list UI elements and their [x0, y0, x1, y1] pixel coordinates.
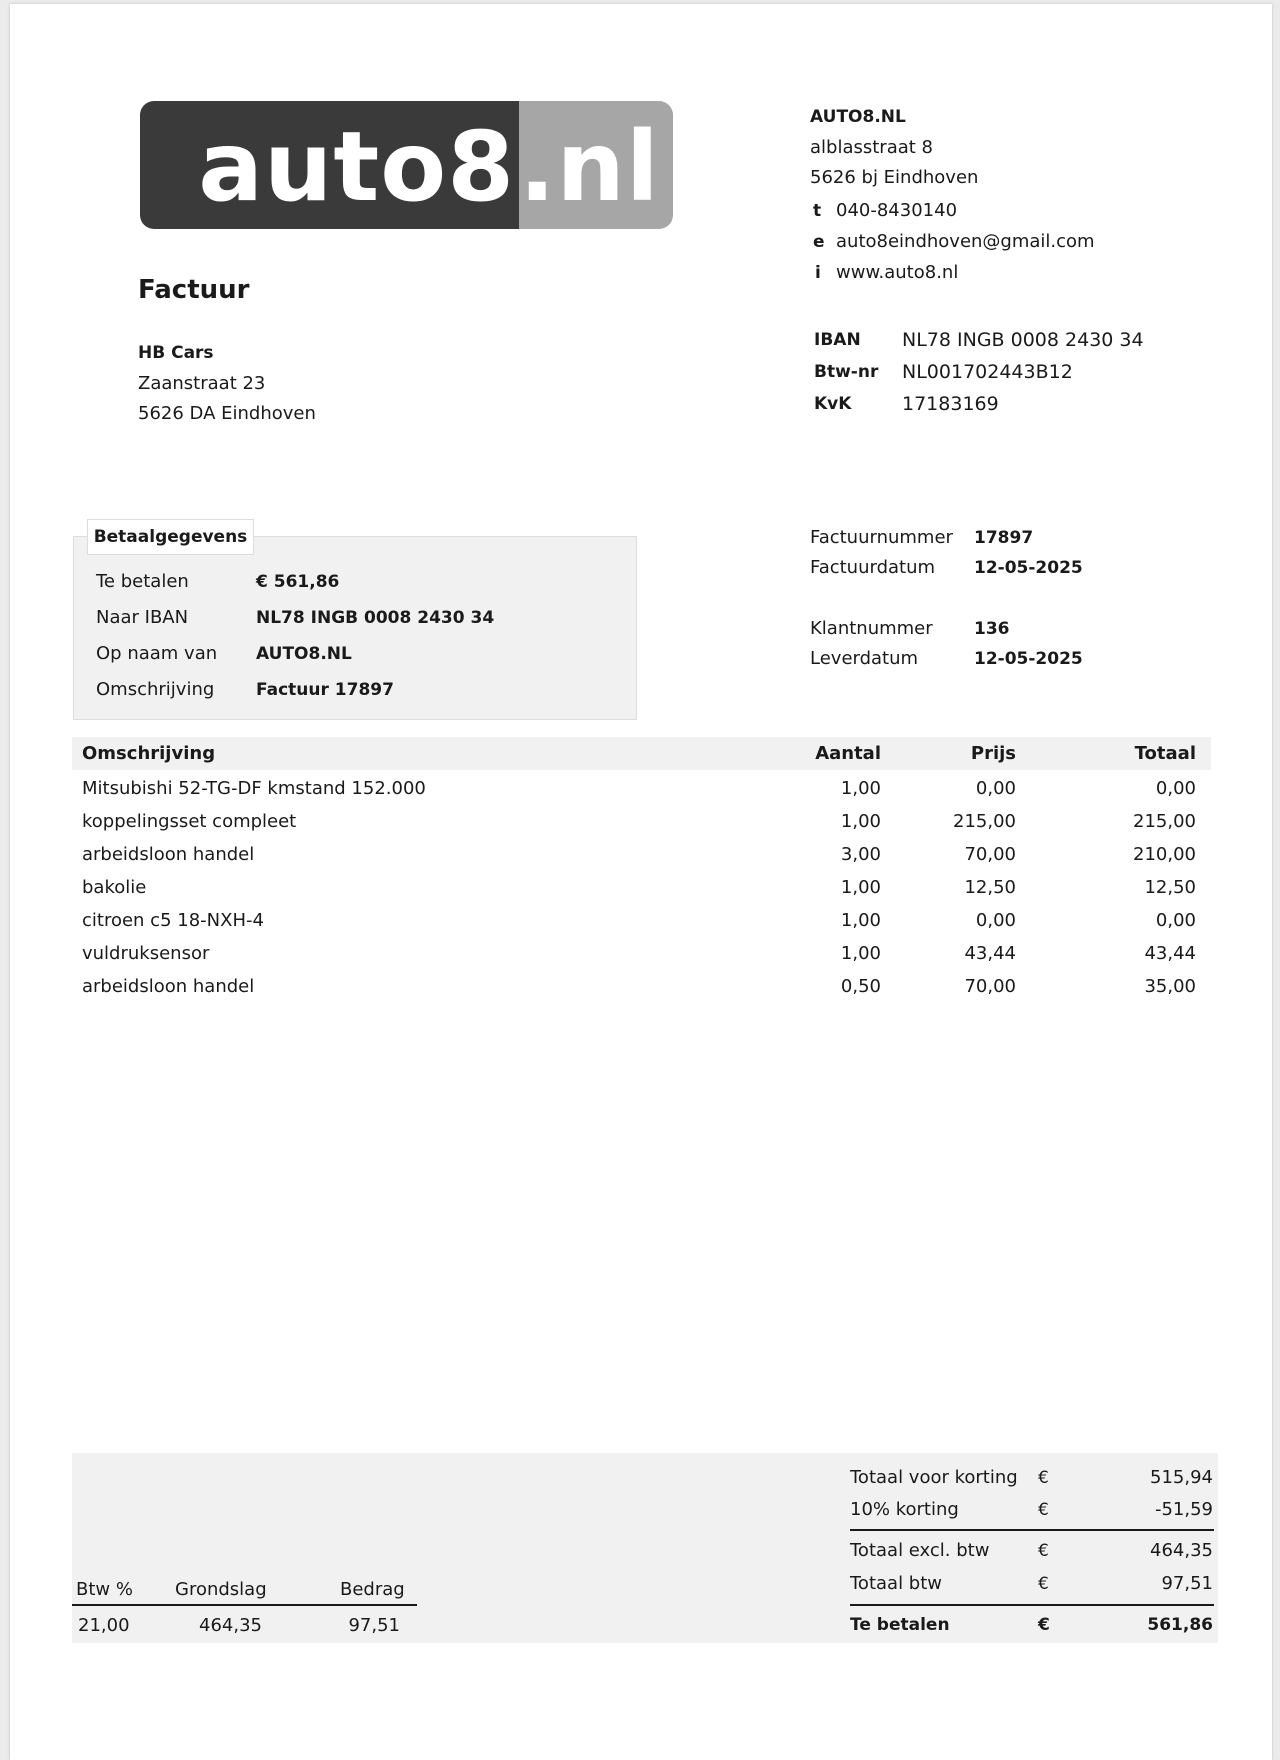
item-description: bakolie	[82, 877, 147, 898]
item-description: koppelingsset compleet	[82, 811, 297, 832]
item-description: vuldruksensor	[82, 943, 210, 964]
table-row	[72, 871, 1211, 904]
item-quantity: 1,00	[840, 877, 881, 898]
customer-number-label: Klantnummer	[810, 618, 933, 639]
currency-symbol: €	[1038, 1615, 1050, 1635]
currency-symbol: €	[1038, 1574, 1049, 1594]
web-label: i	[815, 263, 821, 283]
delivery-date-label: Leverdatum	[810, 648, 919, 669]
invoice-number-label: Factuurnummer	[810, 527, 953, 548]
logo-light-part	[519, 101, 673, 229]
vat-amount: 97,51	[348, 1615, 400, 1636]
payment-value-iban: NL78 INGB 0008 2430 34	[256, 608, 495, 628]
total-excl-vat: 464,35	[1150, 1540, 1213, 1561]
item-total: 0,00	[1155, 910, 1196, 931]
payment-label-iban: Naar IBAN	[96, 607, 189, 628]
kvk-label: KvK	[814, 394, 852, 414]
vat-header-amount: Bedrag	[340, 1579, 405, 1600]
item-description: Mitsubishi 52-TG-DF kmstand 152.000	[82, 778, 426, 799]
company-email[interactable]: auto8eindhoven@gmail.com	[836, 231, 1095, 252]
vat-header-pct: Btw %	[76, 1579, 133, 1600]
item-description: arbeidsloon handel	[82, 976, 255, 997]
item-price: 70,00	[964, 976, 1016, 997]
table-row	[72, 970, 1211, 1003]
total-excl-vat-label: Totaal excl. btw	[850, 1540, 990, 1561]
vat-base: 464,35	[199, 1615, 262, 1636]
customer-number: 136	[974, 619, 1010, 639]
discount-label: 10% korting	[850, 1499, 959, 1520]
email-label: e	[813, 232, 825, 252]
item-price: 0,00	[975, 910, 1016, 931]
item-total: 12,50	[1144, 877, 1196, 898]
item-quantity: 0,50	[840, 976, 881, 997]
header-description: Omschrijving	[82, 743, 216, 764]
table-row	[72, 772, 1211, 805]
item-description: citroen c5 18-NXH-4	[82, 910, 264, 931]
item-price: 215,00	[953, 811, 1016, 832]
amount-due-label: Te betalen	[850, 1615, 950, 1635]
item-price: 12,50	[964, 877, 1016, 898]
total-vat: 97,51	[1161, 1573, 1213, 1594]
payment-label-name: Op naam van	[96, 643, 218, 664]
item-total: 43,44	[1144, 943, 1196, 964]
company-phone: 040-8430140	[836, 200, 958, 221]
header-price: Prijs	[970, 743, 1016, 764]
grand-total-rule	[850, 1604, 1214, 1606]
item-total: 215,00	[1133, 811, 1196, 832]
item-price: 0,00	[975, 778, 1016, 799]
table-row	[72, 937, 1211, 970]
company-city: 5626 bj Eindhoven	[810, 167, 979, 188]
table-row	[72, 904, 1211, 937]
header-total: Totaal	[1134, 743, 1196, 764]
customer-name: HB Cars	[138, 343, 214, 363]
company-street: alblasstraat 8	[810, 137, 933, 158]
item-quantity: 1,00	[840, 778, 881, 799]
item-quantity: 3,00	[840, 844, 881, 865]
company-btw: NL001702443B12	[902, 361, 1073, 383]
total-before-discount: 515,94	[1150, 1467, 1213, 1488]
vat-pct: 21,00	[78, 1615, 130, 1636]
amount-due: 561,86	[1147, 1615, 1213, 1635]
phone-label: t	[813, 201, 822, 221]
item-quantity: 1,00	[840, 910, 881, 931]
total-vat-label: Totaal btw	[850, 1573, 942, 1594]
item-price: 43,44	[964, 943, 1016, 964]
currency-symbol: €	[1038, 1468, 1049, 1488]
company-logo	[140, 101, 673, 229]
currency-symbol: €	[1038, 1500, 1049, 1520]
delivery-date: 12-05-2025	[974, 649, 1083, 669]
total-before-discount-label: Totaal voor korting	[850, 1467, 1018, 1488]
item-quantity: 1,00	[840, 811, 881, 832]
company-kvk: 17183169	[902, 393, 999, 415]
company-iban: NL78 INGB 0008 2430 34	[902, 329, 1144, 351]
item-quantity: 1,00	[840, 943, 881, 964]
payment-label-amount: Te betalen	[96, 571, 189, 592]
invoice-date-label: Factuurdatum	[810, 557, 936, 578]
company-name: AUTO8.NL	[810, 107, 906, 127]
payment-value-description: Factuur 17897	[256, 680, 394, 700]
invoice-date: 12-05-2025	[974, 558, 1083, 578]
payment-details-heading: Betaalgegevens	[87, 519, 254, 555]
document-title: Factuur	[138, 275, 250, 305]
logo-text-main: auto8	[198, 111, 515, 223]
table-row	[72, 838, 1211, 871]
vat-header-base: Grondslag	[175, 1579, 267, 1600]
btw-label: Btw-nr	[814, 362, 879, 382]
item-total: 0,00	[1155, 778, 1196, 799]
discount-amount: -51,59	[1154, 1499, 1213, 1520]
item-total: 210,00	[1133, 844, 1196, 865]
logo-text-domain: .nl	[519, 111, 660, 223]
subtotal-rule	[850, 1529, 1214, 1531]
payment-value-name: AUTO8.NL	[256, 644, 352, 664]
vat-table-rule	[72, 1604, 417, 1606]
header-quantity: Aantal	[815, 743, 881, 764]
item-description: arbeidsloon handel	[82, 844, 255, 865]
payment-label-description: Omschrijving	[96, 679, 215, 700]
invoice-number: 17897	[974, 528, 1034, 548]
logo-dark-part	[140, 101, 519, 229]
company-website[interactable]: www.auto8.nl	[836, 262, 959, 283]
customer-city: 5626 DA Eindhoven	[138, 403, 316, 424]
customer-street: Zaanstraat 23	[138, 373, 266, 394]
items-table-header	[72, 737, 1211, 770]
payment-value-amount: € 561,86	[256, 572, 340, 592]
item-total: 35,00	[1144, 976, 1196, 997]
item-price: 70,00	[964, 844, 1016, 865]
currency-symbol: €	[1038, 1541, 1049, 1561]
iban-label: IBAN	[814, 330, 861, 350]
table-row	[72, 805, 1211, 838]
